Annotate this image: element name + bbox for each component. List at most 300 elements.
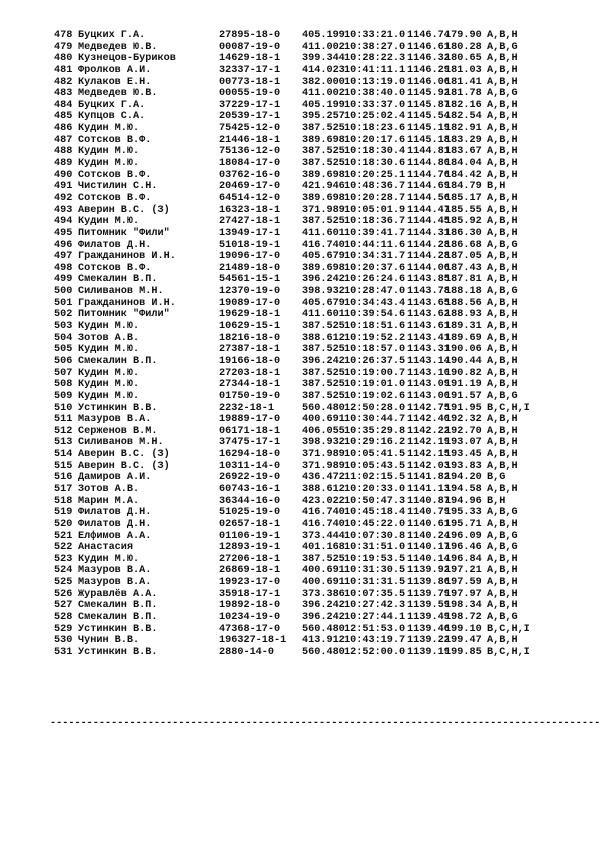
fancier-name: Филатов Д.Н. <box>78 507 152 519</box>
table-row <box>54 88 594 100</box>
points: 199.85 <box>445 646 482 658</box>
table-row <box>54 554 594 566</box>
categories: A,B,H <box>487 204 518 216</box>
points: 192.70 <box>445 425 482 437</box>
speed: 1143.00 <box>407 390 450 402</box>
row-number: 511 <box>54 414 73 426</box>
table-row <box>54 53 594 65</box>
row-number: 519 <box>54 507 73 519</box>
fancier-name: Аверин В.С. (З) <box>78 204 170 216</box>
speed: 1143.78 <box>407 286 450 298</box>
ring-number: 64514-12-0 <box>219 192 281 204</box>
distance: 405.199 <box>302 30 345 41</box>
ring-number: 35918-17-1 <box>219 588 281 600</box>
row-number: 497 <box>54 251 73 263</box>
speed: 1144.47 <box>407 204 450 216</box>
fancier-name: Смекалин В.П. <box>78 600 158 612</box>
points: 196.09 <box>445 530 482 542</box>
fancier-name: Мазуров В.А. <box>78 414 152 426</box>
categories: A,B,H <box>487 158 518 170</box>
categories: A,B,G <box>487 390 518 402</box>
points: 188.56 <box>445 297 482 309</box>
speed: 1140.61 <box>407 518 450 530</box>
distance: 373.444 <box>302 530 345 542</box>
table-row <box>54 42 594 54</box>
points: 181.78 <box>445 88 482 100</box>
row-number: 505 <box>54 344 73 356</box>
fancier-name: Устинкин В.В. <box>78 402 158 414</box>
row-number: 529 <box>54 623 73 635</box>
table-row <box>54 368 594 380</box>
categories: A,B,H <box>487 483 518 495</box>
ring-number: 19166-18-0 <box>219 355 281 367</box>
row-number: 481 <box>54 64 73 76</box>
distance: 405.199 <box>302 99 345 111</box>
row-number: 523 <box>54 553 73 565</box>
points: 191.57 <box>445 390 482 402</box>
speed: 1143.62 <box>407 309 450 321</box>
categories: A,B,H <box>487 367 518 379</box>
fancier-name: Чистилин С.Н. <box>78 181 158 193</box>
table-row <box>54 542 594 554</box>
row-number: 508 <box>54 379 73 391</box>
fancier-name: Питомник "Фили" <box>78 227 170 239</box>
table-row <box>54 274 594 286</box>
ring-number: 19892-18-0 <box>219 600 281 612</box>
categories: A,B,H <box>487 227 518 239</box>
ring-number: 14629-18-1 <box>219 53 281 65</box>
speed: 1139.49 <box>407 612 450 624</box>
arrival-time: 10:18:36.7 <box>344 216 406 228</box>
arrival-time: 10:07:30.8 <box>344 530 406 542</box>
ring-number: 19923-17-0 <box>219 577 281 589</box>
fancier-name: Медведев Ю.В. <box>78 88 158 100</box>
points: 179.90 <box>445 30 482 41</box>
ring-number: 2232-18-1 <box>219 402 275 414</box>
row-number: 486 <box>54 123 73 135</box>
row-number: 491 <box>54 181 73 193</box>
fancier-name: Фролков А.И. <box>78 64 152 76</box>
row-number: 492 <box>54 192 73 204</box>
row-number: 501 <box>54 297 73 309</box>
row-number: 499 <box>54 274 73 286</box>
table-row <box>54 600 594 612</box>
categories: A,B,H <box>487 565 518 577</box>
arrival-time: 10:31:31.5 <box>344 577 406 589</box>
distance: 387.525 <box>302 321 345 333</box>
speed: 1143.31 <box>407 344 450 356</box>
distance: 399.344 <box>302 53 345 65</box>
categories: A,B,H <box>487 332 518 344</box>
points: 181.03 <box>445 64 482 76</box>
arrival-time: 10:33:37.0 <box>344 99 406 111</box>
fancier-name: Кудин М.Ю. <box>78 216 140 228</box>
fancier-name: Кудин М.Ю. <box>78 146 140 158</box>
distance: 423.022 <box>302 495 345 507</box>
arrival-time: 10:20:37.6 <box>344 262 406 274</box>
table-row <box>54 158 594 170</box>
speed: 1144.28 <box>407 239 450 251</box>
ring-number: 18216-18-0 <box>219 332 281 344</box>
row-number: 480 <box>54 53 73 65</box>
distance: 414.023 <box>302 64 345 76</box>
table-row <box>54 216 594 228</box>
arrival-time: 11:02:15.5 <box>344 472 406 484</box>
speed: 1142.03 <box>407 460 450 472</box>
categories: A,B,G <box>487 542 518 554</box>
speed: 1139.59 <box>407 600 450 612</box>
row-number: 479 <box>54 41 73 53</box>
categories: A,B,H <box>487 262 518 274</box>
arrival-time: 10:38:40.0 <box>344 88 406 100</box>
distance: 389.698 <box>302 169 345 181</box>
distance: 371.989 <box>302 204 345 216</box>
distance: 400.691 <box>302 577 345 589</box>
points: 190.06 <box>445 344 482 356</box>
points: 199.10 <box>445 623 482 635</box>
row-number: 485 <box>54 111 73 123</box>
row-number: 506 <box>54 355 73 367</box>
ring-number: 26922-19-0 <box>219 472 281 484</box>
fancier-name: Чунин В.В. <box>78 635 140 647</box>
speed: 1146.06 <box>407 76 450 88</box>
row-number: 509 <box>54 390 73 402</box>
speed: 1144.56 <box>407 192 450 204</box>
table-row <box>54 111 594 123</box>
arrival-time: 10:26:37.5 <box>344 355 406 367</box>
speed: 1143.41 <box>407 332 450 344</box>
table-row <box>54 333 594 345</box>
ring-number: 32337-17-1 <box>219 64 281 76</box>
points: 183.67 <box>445 146 482 158</box>
row-number: 520 <box>54 518 73 530</box>
table-row <box>54 472 594 484</box>
row-number: 513 <box>54 437 73 449</box>
categories: A,B,H <box>487 518 518 530</box>
speed: 1144.06 <box>407 262 450 274</box>
ring-number: 10311-14-0 <box>219 460 281 472</box>
distance: 560.480 <box>302 623 345 635</box>
ring-number: 03762-16-0 <box>219 169 281 181</box>
ring-number: 10629-15-1 <box>219 321 281 333</box>
fancier-name: Марин М.А. <box>78 495 140 507</box>
arrival-time: 10:20:25.1 <box>344 169 406 181</box>
speed: 1139.19 <box>407 646 450 658</box>
fancier-name: Гражданинов И.Н. <box>78 297 176 309</box>
categories: A,B,G <box>487 286 518 298</box>
ring-number: 51025-19-0 <box>219 507 281 519</box>
points: 187.43 <box>445 262 482 274</box>
speed: 1146.61 <box>407 41 450 53</box>
speed: 1144.45 <box>407 216 450 228</box>
categories: A,B,H <box>487 192 518 204</box>
arrival-time: 10:18:30.6 <box>344 158 406 170</box>
distance: 405.679 <box>302 297 345 309</box>
ring-number: 06171-18-1 <box>219 425 281 437</box>
fancier-name: Журавлёв А.А. <box>78 588 158 600</box>
distance: 396.242 <box>302 612 345 624</box>
speed: 1140.17 <box>407 542 450 554</box>
arrival-time: 10:07:35.5 <box>344 588 406 600</box>
table-row <box>54 403 594 415</box>
distance: 411.002 <box>302 41 345 53</box>
table-row <box>54 647 594 659</box>
categories: A,B,H <box>487 600 518 612</box>
row-number: 482 <box>54 76 73 88</box>
speed: 1145.54 <box>407 111 450 123</box>
arrival-time: 10:27:42.3 <box>344 600 406 612</box>
table-row <box>54 624 594 636</box>
ring-number: 19089-17-0 <box>219 297 281 309</box>
categories: A,B,H <box>487 309 518 321</box>
points: 183.29 <box>445 134 482 146</box>
fancier-name: Смекалин В.П. <box>78 274 158 286</box>
distance: 389.698 <box>302 134 345 146</box>
speed: 1142.40 <box>407 414 450 426</box>
categories: A,B,G <box>487 239 518 251</box>
speed: 1142.75 <box>407 402 450 414</box>
points: 190.44 <box>445 355 482 367</box>
categories: A,B,H <box>487 216 518 228</box>
fancier-name: Кудин М.Ю. <box>78 321 140 333</box>
fancier-name: Силиванов М.Н. <box>78 437 164 449</box>
fancier-name: Питомник "Фили" <box>78 309 170 321</box>
table-row <box>54 612 594 624</box>
arrival-time: 10:45:18.4 <box>344 507 406 519</box>
arrival-time: 10:20:17.6 <box>344 134 406 146</box>
categories: A,B,H <box>487 553 518 565</box>
speed: 1141.13 <box>407 483 450 495</box>
speed: 1143.14 <box>407 355 450 367</box>
table-row <box>54 181 594 193</box>
points: 199.47 <box>445 635 482 647</box>
row-number: 514 <box>54 449 73 461</box>
categories: A,B,H <box>487 111 518 123</box>
arrival-time: 10:05:43.5 <box>344 460 406 472</box>
arrival-time: 10:34:31.7 <box>344 251 406 263</box>
row-number: 527 <box>54 600 73 612</box>
fancier-name: Кудин М.Ю. <box>78 123 140 135</box>
arrival-time: 10:34:43.4 <box>344 297 406 309</box>
ring-number: 00773-18-1 <box>219 76 281 88</box>
fancier-name: Сотсков В.Ф. <box>78 134 152 146</box>
categories: B,G <box>487 472 506 484</box>
points: 189.69 <box>445 332 482 344</box>
ring-number: 10234-19-0 <box>219 612 281 624</box>
fancier-name: Серженов В.М. <box>78 425 158 437</box>
fancier-name: Аверин В.С. (З) <box>78 460 170 472</box>
speed: 1145.19 <box>407 123 450 135</box>
distance: 400.691 <box>302 414 345 426</box>
speed: 1141.82 <box>407 472 450 484</box>
distance: 401.168 <box>302 542 345 554</box>
table-row <box>54 565 594 577</box>
speed: 1144.81 <box>407 146 450 158</box>
points: 181.41 <box>445 76 482 88</box>
fancier-name: Зотов А.В. <box>78 332 140 344</box>
distance: 396.242 <box>302 274 345 286</box>
speed: 1139.92 <box>407 565 450 577</box>
fancier-name: Кудин М.Ю. <box>78 553 140 565</box>
categories: B,C,H,I <box>487 402 530 414</box>
row-number: 526 <box>54 588 73 600</box>
arrival-time: 12:52:00.0 <box>344 646 406 658</box>
table-row <box>54 344 594 356</box>
categories: A,B,G <box>487 88 518 100</box>
distance: 396.242 <box>302 355 345 367</box>
fancier-name: Купцов С.А. <box>78 111 146 123</box>
table-row <box>54 379 594 391</box>
distance: 389.698 <box>302 192 345 204</box>
ring-number: 12370-19-0 <box>219 286 281 298</box>
table-row <box>54 577 594 589</box>
ring-number: 37475-17-1 <box>219 437 281 449</box>
categories: A,B,H <box>487 577 518 589</box>
categories: A,B,H <box>487 321 518 333</box>
speed: 1143.85 <box>407 274 450 286</box>
table-row <box>54 205 594 217</box>
speed: 1140.87 <box>407 495 450 507</box>
table-row <box>54 263 594 275</box>
row-number: 524 <box>54 565 73 577</box>
categories: A,B,H <box>487 437 518 449</box>
arrival-time: 10:39:54.6 <box>344 309 406 321</box>
row-number: 484 <box>54 99 73 111</box>
arrival-time: 10:18:23.6 <box>344 123 406 135</box>
distance: 411.002 <box>302 88 345 100</box>
speed: 1139.22 <box>407 635 450 647</box>
categories: A,B,H <box>487 355 518 367</box>
ring-number: 02657-18-1 <box>219 518 281 530</box>
table-row <box>54 146 594 158</box>
ring-number: 19889-17-0 <box>219 414 281 426</box>
categories: A,B,H <box>487 30 518 41</box>
distance: 398.932 <box>302 286 345 298</box>
points: 185.92 <box>445 216 482 228</box>
table-row <box>54 251 594 263</box>
row-number: 517 <box>54 483 73 495</box>
distance: 371.989 <box>302 449 345 461</box>
distance: 400.691 <box>302 565 345 577</box>
arrival-time: 10:20:28.7 <box>344 192 406 204</box>
fancier-name: Аверин В.С. (З) <box>78 449 170 461</box>
ring-number: 27206-18-1 <box>219 553 281 565</box>
distance: 416.740 <box>302 518 345 530</box>
fancier-name: Кудин М.Ю. <box>78 390 140 402</box>
ring-number: 19096-17-0 <box>219 251 281 263</box>
ring-number: 12893-19-1 <box>219 542 281 554</box>
speed: 1143.61 <box>407 321 450 333</box>
table-row <box>54 65 594 77</box>
row-number: 487 <box>54 134 73 146</box>
points: 196.46 <box>445 542 482 554</box>
speed: 1142.19 <box>407 437 450 449</box>
row-number: 496 <box>54 239 73 251</box>
speed: 1144.28 <box>407 251 450 263</box>
points: 186.68 <box>445 239 482 251</box>
points: 192.32 <box>445 414 482 426</box>
points: 182.16 <box>445 99 482 111</box>
points: 197.59 <box>445 577 482 589</box>
row-number: 518 <box>54 495 73 507</box>
row-number: 495 <box>54 227 73 239</box>
speed: 1144.80 <box>407 158 450 170</box>
arrival-time: 10:18:30.4 <box>344 146 406 158</box>
distance: 413.912 <box>302 635 345 647</box>
points: 198.34 <box>445 600 482 612</box>
row-number: 478 <box>54 30 73 41</box>
fancier-name: Анастасия <box>78 542 134 554</box>
points: 191.95 <box>445 402 482 414</box>
points: 185.55 <box>445 204 482 216</box>
table-row <box>54 193 594 205</box>
row-number: 494 <box>54 216 73 228</box>
row-number: 500 <box>54 286 73 298</box>
speed: 1143.65 <box>407 297 450 309</box>
footer-rule: ------------------------------------------------------------------------------------------ <box>50 718 600 729</box>
fancier-name: Кузнецов-Буриков <box>78 53 176 65</box>
distance: 387.525 <box>302 390 345 402</box>
arrival-time: 10:30:44.7 <box>344 414 406 426</box>
points: 185.17 <box>445 192 482 204</box>
speed: 1140.14 <box>407 553 450 565</box>
arrival-time: 10:05:41.5 <box>344 449 406 461</box>
categories: A,B,H <box>487 414 518 426</box>
ring-number: 75136-12-0 <box>219 146 281 158</box>
table-row <box>54 635 594 647</box>
categories: B,C,H,I <box>487 623 530 635</box>
points: 195.33 <box>445 507 482 519</box>
arrival-time: 10:41:11.1 <box>344 64 406 76</box>
categories: A,B,H <box>487 146 518 158</box>
table-row <box>54 531 594 543</box>
ring-number: 20539-17-1 <box>219 111 281 123</box>
fancier-name: Филатов Д.Н. <box>78 239 152 251</box>
points: 194.20 <box>445 472 482 484</box>
categories: A,B,H <box>487 425 518 437</box>
speed: 1146.29 <box>407 64 450 76</box>
speed: 1146.32 <box>407 53 450 65</box>
distance: 382.000 <box>302 76 345 88</box>
fancier-name: Мазуров В.А. <box>78 577 152 589</box>
arrival-time: 10:27:44.1 <box>344 612 406 624</box>
arrival-time: 10:19:02.6 <box>344 390 406 402</box>
ring-number: 60743-16-1 <box>219 483 281 495</box>
arrival-time: 10:31:51.0 <box>344 542 406 554</box>
table-row <box>54 391 594 403</box>
categories: A,B,H <box>487 169 518 181</box>
table-row <box>54 123 594 135</box>
categories: A,B,H <box>487 64 518 76</box>
fancier-name: Гражданинов И.Н. <box>78 251 176 263</box>
row-number: 483 <box>54 88 73 100</box>
ring-number: 37229-17-1 <box>219 99 281 111</box>
row-number: 516 <box>54 472 73 484</box>
distance: 416.740 <box>302 239 345 251</box>
points: 191.19 <box>445 379 482 391</box>
fancier-name: Сотсков В.Ф. <box>78 169 152 181</box>
table-row <box>54 461 594 473</box>
row-number: 525 <box>54 577 73 589</box>
arrival-time: 10:19:01.0 <box>344 379 406 391</box>
speed: 1144.76 <box>407 169 450 181</box>
categories: B,H <box>487 495 506 507</box>
table-row <box>54 484 594 496</box>
row-number: 504 <box>54 332 73 344</box>
arrival-time: 10:38:27.0 <box>344 41 406 53</box>
arrival-time: 10:44:11.6 <box>344 239 406 251</box>
points: 184.79 <box>445 181 482 193</box>
